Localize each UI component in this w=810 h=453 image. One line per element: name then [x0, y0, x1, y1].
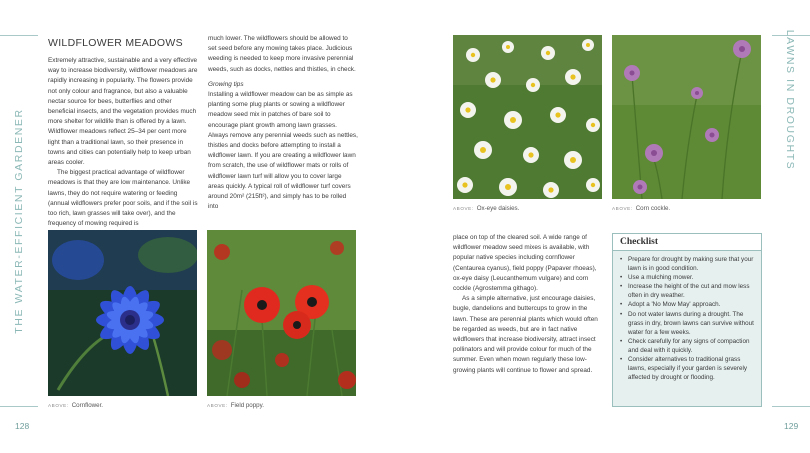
- checklist-item: • Do not water lawns during a drought. The grass in dry, brown lawns can survive without water for a few weeks.: [620, 310, 756, 337]
- body-column-3: [453, 233, 601, 376]
- caption-label: ABOVE:: [612, 206, 633, 211]
- checklist-items: [613, 251, 761, 382]
- body-column-2: [208, 34, 358, 212]
- field-poppy-photo: [207, 230, 356, 396]
- caption-label: ABOVE:: [48, 403, 69, 408]
- checklist-item: • Use a mulching mower.: [620, 273, 756, 282]
- col2-paragraph-2: Installing a wildflower meadow can be as simple as planting some plug plants or sowing a wildflower meadow seed mix in patches of bare soil to encourage plant growth among lawn grasses. Always remove any perennial weeds such as nettles, thistles and docks before attempting to install a wildflower lawn. If you are creating a wildflower lawn from scratch, the use of wildflower mats or rolls of wildflower lawn turf will allow you to cover large areas quickly. A typical roll of wildflower turf covers around 20m² (215ft²), and simply has to be rolled into: [208, 91, 358, 211]
- section-heading: WILDFLOWER MEADOWS: [48, 37, 183, 49]
- caption-label: ABOVE:: [207, 403, 228, 408]
- col3-paragraph-2: As a simple alternative, just encourage daisies, bugle, dandelions and buttercups to grow in the lawn. These are perennial plants which would often be regarded as weeds, but are in fact native wildflowers that increase biodiversity, attract insect pollinators and will provide colour for much of the summer. Even when mown regularly these low-growing plants will continue to flower and spread.: [453, 295, 598, 374]
- corn-cockle-photo: [612, 35, 761, 199]
- col3-paragraph-1: place on top of the cleared soil. A wide range of wildflower meadow seed mixes is available, with popular native species including cornflower (Centaurea cyanus), field poppy (Papaver rhoeas), ox-eye daisy (Leucanthemum vulgare) and corn cockle (Agrostemma githago).: [453, 234, 597, 293]
- caption-label: ABOVE:: [453, 206, 474, 211]
- field-poppy-caption: [207, 402, 264, 409]
- checklist-item: • Consider alternatives to traditional grass lawns, especially if your garden is severely affected by drought or flooding.: [620, 355, 756, 382]
- cornflower-photo: [48, 230, 197, 396]
- caption-text: Ox-eye daisies.: [476, 205, 520, 212]
- cornflower-caption: [48, 402, 103, 409]
- checklist-box: [612, 233, 762, 407]
- checklist-title: Checklist: [613, 234, 761, 251]
- checklist-item: • Adopt a 'No Mow May' approach.: [620, 300, 756, 309]
- col2-paragraph-1: much lower. The wildflowers should be allowed to set seed before any mowing takes place. Judicious weeding is needed to keep more invasive perennial weeds, such as docks, nettles and thistles, in check.: [208, 35, 356, 73]
- left-running-title: THE WATER-EFFICIENT GARDENER: [13, 108, 25, 334]
- caption-text: Corn cockle.: [635, 205, 671, 212]
- left-page-number: 128: [15, 421, 30, 431]
- corn-cockle-caption: [612, 205, 670, 212]
- ox-eye-daisies-photo: [453, 35, 602, 199]
- checklist-item: • Increase the height of the cut and mow less often in dry weather.: [620, 282, 756, 300]
- col1-paragraph-2: The biggest practical advantage of wildflower meadows is that they are low maintenance. Unlike lawns, they do not require watering or feeding (annual wildflowers prefer poor soils, and if the soil is too rich, lawn grasses will take over), and the frequency of mowing required is: [48, 169, 198, 228]
- checklist-item: • Prepare for drought by making sure that your lawn is in good condition.: [620, 255, 756, 273]
- checklist-item: • Check carefully for any signs of compaction and deal with it quickly.: [620, 337, 756, 355]
- col1-paragraph-1: Extremely attractive, sustainable and a very effective way to increase biodiversity, wildflower meadows are rapidly increasing in popularity. The flowers provide not only colour and fragrance, but also a valuable nectar source for bees, butterflies and other beneficial insects, and the vegetation provides much more shelter for wildlife than is offered by a lawn. Wildflower meadows reflect 25–34 per cent more light than a traditional lawn, so their presence in towns and cities can potentially help to keep urban areas cooler.: [48, 57, 198, 167]
- body-column-1: [48, 56, 198, 229]
- ox-eye-daisies-caption: [453, 205, 519, 212]
- right-running-title: LAWNS IN DROUGHTS: [784, 29, 796, 171]
- caption-text: Field poppy.: [230, 402, 264, 409]
- growing-tips-subhead: Growing tips: [208, 80, 244, 88]
- right-page-number: 129: [784, 421, 799, 431]
- caption-text: Cornflower.: [71, 402, 104, 409]
